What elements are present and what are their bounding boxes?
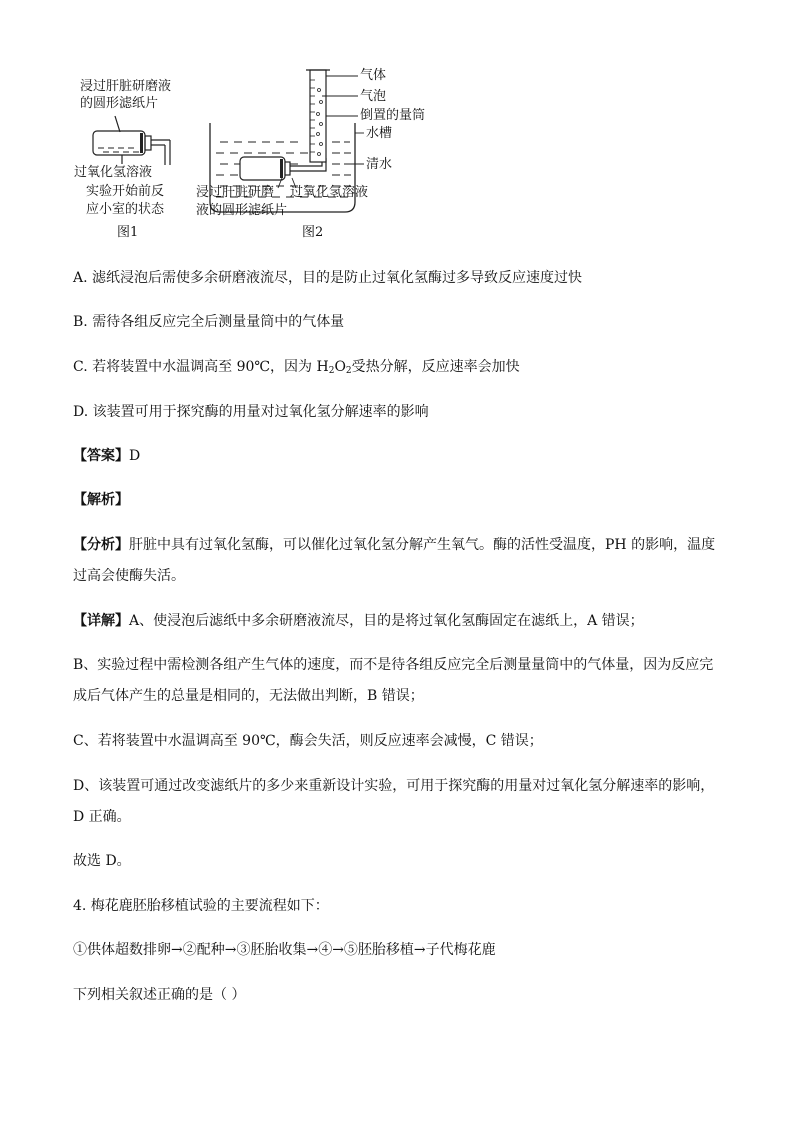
option-d: D. 该装置可用于探究酶的用量对过氧化氢分解速率的影响	[73, 404, 429, 420]
detail-d-line-1: D、该装置可通过改变滤纸片的多少来重新设计实验，可用于探究酶的用量对过氧化氢分解速率的影响，	[73, 778, 715, 794]
detail-a: 【详解】A、使浸泡后滤纸中多余研磨液流尽，目的是将过氧化氢酶固定在滤纸上，A 错误；	[73, 613, 644, 629]
question-4-prompt: 下列相关叙述正确的是（ ）	[73, 987, 246, 1003]
analysis-line-1: 【分析】肝脏中具有过氧化氢酶，可以催化过氧化氢分解产生氧气。酶的活性受温度，PH 的影响，温度	[73, 537, 716, 553]
fig2-gas-label: 气体	[360, 68, 387, 83]
fig2-filter-paper	[280, 159, 283, 178]
answer-tag: 【答案】	[73, 448, 129, 464]
experiment-figure	[60, 60, 426, 250]
option-b: B. 需待各组反应完全后测量量筒中的气体量	[73, 314, 345, 330]
fig2-h2o2-label: 过氧化氢溶液	[290, 185, 369, 200]
detail-d-line-2: D 正确。	[73, 809, 131, 825]
option-a: A. 滤纸浸泡后需使多余研磨液流尽，目的是防止过氧化氢酶过多导致反应速度过快	[73, 270, 583, 286]
fig2-cylinder-label: 倒置的量筒	[360, 108, 426, 123]
analysis-line-2: 过高会使酶失活。	[73, 568, 185, 584]
detail-b-line-1: B、实验过程中需检测各组产生气体的速度，而不是待各组反应完全后测量量筒中的气体量，因为反应完	[73, 657, 714, 673]
option-c: C. 若将装置中水温调高至 90℃，因为 $H_2O_2$受热分解，反应速率会加快	[73, 359, 520, 376]
answer-line	[73, 446, 140, 466]
fig1-liquid-dashes	[98, 148, 139, 152]
analysis-heading: 【解析】	[73, 492, 129, 508]
fig2-paper-label-1: 浸过肝脏研磨	[196, 185, 275, 200]
fig1-filter-paper	[140, 133, 143, 153]
answer-value: D	[129, 448, 141, 464]
detail-c: C、若将装置中水温调高至 90℃，酶会失活，则反应速率会减慢，C 错误；	[73, 733, 543, 749]
fig1-h2o2-label: 过氧化氢溶液	[74, 165, 153, 180]
fig1-reaction-chamber	[93, 116, 170, 165]
fig2-water-label: 清水	[366, 157, 393, 172]
fig2-paper-label-2: 液的圆形滤纸片	[196, 203, 288, 218]
detail-b-line-2: 成后气体产生的总量是相同的，无法做出判断，B 错误；	[73, 688, 424, 704]
fig2-trough-label: 水槽	[366, 126, 393, 141]
fig1-caption: 图1	[117, 225, 139, 240]
fig2-caption: 图2	[302, 225, 324, 240]
conclusion: 故选 D。	[73, 853, 131, 869]
fig1-paper-label-2: 的圆形滤纸片	[80, 96, 159, 111]
question-4-stem: 4. 梅花鹿胚胎移植试验的主要流程如下：	[73, 898, 329, 914]
question-4-flow: ①供体超数排卵→②配种→③胚胎收集→④→⑤胚胎移植→子代梅花鹿	[73, 942, 496, 958]
fig2-bubble-label: 气泡	[360, 89, 387, 104]
fig1-state-label-1: 实验开始前反	[86, 184, 165, 199]
fig1-state-label-2: 应小室的状态	[86, 202, 165, 217]
fig1-paper-label-1: 浸过肝脏研磨液	[80, 79, 172, 94]
